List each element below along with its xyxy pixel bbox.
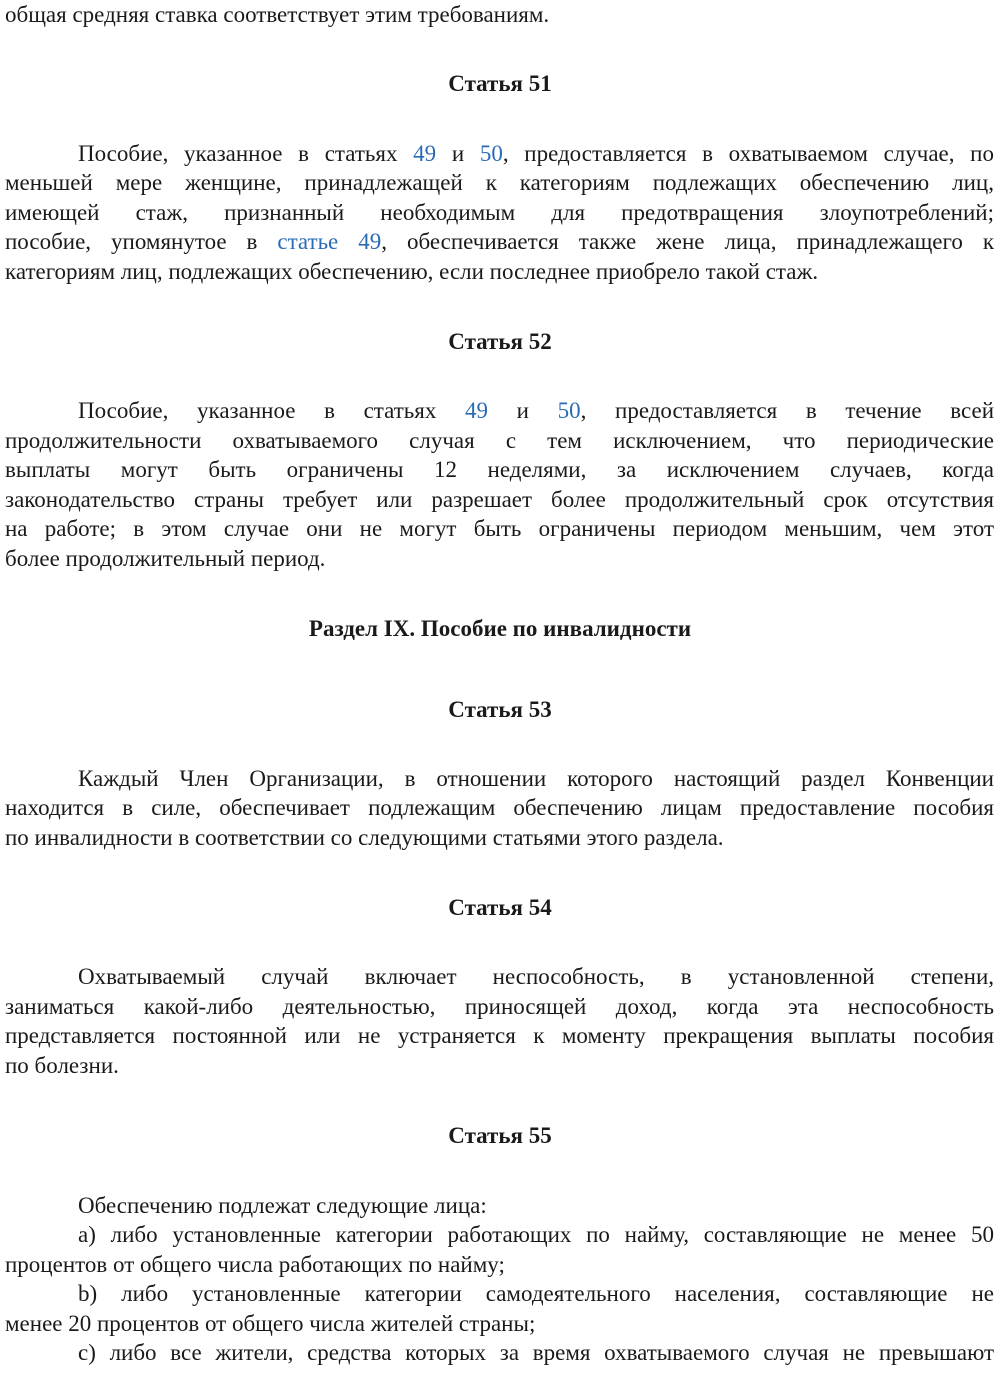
link-article-49[interactable]: 49	[413, 141, 437, 166]
link-article-50[interactable]: 50	[557, 398, 581, 423]
text-line: процентов от общего числа работающих по найму;	[5, 1252, 505, 1277]
text-line: находится в силе, обеспечивает подлежащим обеспечению лицам предоставление пособия	[5, 795, 994, 820]
text-line: Пособие, указанное в статьях 49 и 50, предоставляется в течение всей	[78, 398, 995, 423]
section-9-heading: Раздел IX. Пособие по инвалидности	[308, 616, 692, 641]
text-line: общая средняя ставка соответствует этим требованиям.	[5, 2, 550, 27]
text-line: меньшей мере женщине, принадлежащей к категориям подлежащих обеспечению лиц,	[5, 170, 994, 195]
article-55-heading: Статья 55	[448, 1123, 552, 1148]
text-line: по инвалидности в соответствии со следующими статьями этого раздела.	[5, 825, 724, 850]
list-item-a: а) либо установленные категории работающих по найму, составляющие не менее 50	[78, 1222, 994, 1247]
text-line: имеющей стаж, признанный необходимым для предотвращения злоупотреблений;	[5, 200, 994, 225]
text-line: выплаты могут быть ограничены 12 неделями, за исключением случаев, когда	[5, 457, 994, 482]
text-line: заниматься какой-либо деятельностью, приносящей доход, когда эта неспособность	[5, 994, 994, 1019]
link-article-49[interactable]: статье 49	[277, 229, 382, 254]
list-item-b: b) либо установленные категории самодеятельного населения, составляющие не	[78, 1281, 994, 1306]
article-51-heading: Статья 51	[448, 71, 552, 96]
text-line: законодательство страны требует или разрешает более продолжительный срок отсутствия	[5, 487, 994, 512]
article-52-heading: Статья 52	[448, 329, 552, 354]
text-line: более продолжительный период.	[5, 546, 326, 571]
text-line: пособие, упомянутое в статье 49, обеспечивается также жене лица, принадлежащего к	[5, 229, 994, 254]
article-54-heading: Статья 54	[448, 895, 552, 920]
list-item-c: с) либо все жители, средства которых за время охватываемого случая не превышают	[78, 1340, 994, 1365]
text-line: продолжительности охватываемого случая с тем исключением, что периодические	[5, 428, 994, 453]
text-line: Обеспечению подлежат следующие лица:	[78, 1193, 487, 1218]
text-line: на работе; в этом случае они не могут быть ограничены периодом меньшим, чем этот	[5, 516, 994, 541]
text-line: Охватываемый случай включает неспособность, в установленной степени,	[78, 964, 994, 989]
link-article-49[interactable]: 49	[465, 398, 489, 423]
text-line: категориям лиц, подлежащих обеспечению, если последнее приобрело такой стаж.	[5, 259, 819, 284]
article-53-heading: Статья 53	[448, 697, 552, 722]
text-line: Каждый Член Организации, в отношении которого настоящий раздел Конвенции	[78, 766, 994, 791]
text-line: по болезни.	[5, 1053, 119, 1078]
text-line: представляется постоянной или не устраняется к моменту прекращения выплаты пособия	[5, 1023, 994, 1048]
text-line: Пособие, указанное в статьях 49 и 50, предоставляется в охватываемом случае, по	[78, 141, 994, 166]
text-line: менее 20 процентов от общего числа жителей страны;	[5, 1311, 536, 1336]
link-article-50[interactable]: 50	[479, 141, 503, 166]
